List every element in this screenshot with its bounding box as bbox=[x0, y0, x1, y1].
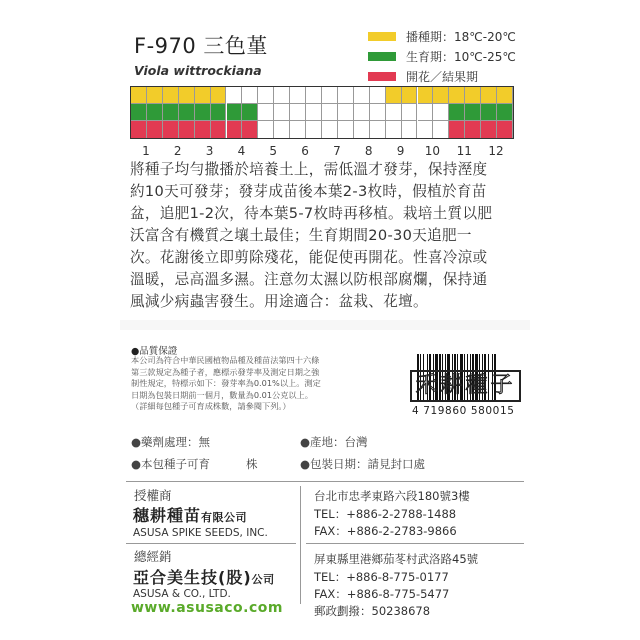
calendar-cell bbox=[258, 104, 274, 121]
distributor-name bbox=[133, 565, 275, 588]
legend-swatch bbox=[368, 72, 396, 81]
calendar-cell bbox=[497, 104, 513, 121]
calendar-cell bbox=[131, 121, 147, 138]
month-label: 11 bbox=[456, 144, 472, 158]
distributor-tel: TEL：+886-8-775-0177 bbox=[314, 570, 449, 584]
calendar-cell bbox=[322, 104, 338, 121]
calendar-cell bbox=[227, 104, 243, 121]
calendar-cell bbox=[402, 121, 418, 138]
distributor-label: 總經銷 bbox=[134, 549, 172, 564]
calendar-cell bbox=[179, 121, 195, 138]
distributor-fax: FAX：+886-8-775-5477 bbox=[314, 587, 450, 601]
calendar-cell bbox=[370, 87, 386, 104]
calendar-cell bbox=[433, 104, 449, 121]
yield-info: ●本包種子可育 bbox=[131, 457, 211, 471]
calendar-cell bbox=[306, 87, 322, 104]
calendar-cell bbox=[147, 87, 163, 104]
distributor-address: 屏東縣里港鄉茄苳村武洛路45號 bbox=[314, 552, 479, 566]
yield-unit: 株 bbox=[246, 457, 258, 471]
licensor-name bbox=[133, 503, 247, 526]
licensor-name-suffix: 有限公司 bbox=[201, 511, 248, 524]
quality-line: 本公司為符合中華民國植物品種及種苗法第四十六條 bbox=[131, 355, 320, 365]
calendar-cell bbox=[131, 104, 147, 121]
quality-text bbox=[131, 355, 421, 413]
divider bbox=[126, 543, 296, 544]
instruction-line: 將種子均勻撒播於培養土上，需低溫才發芽，保持溼度 bbox=[130, 161, 488, 178]
calendar-cell bbox=[242, 121, 258, 138]
website-link[interactable]: www.asusaco.com bbox=[131, 600, 283, 616]
calendar-cell bbox=[354, 104, 370, 121]
pack-date-info: ●包裝日期：請見封口處 bbox=[300, 457, 426, 471]
calendar-cell bbox=[242, 104, 258, 121]
calendar-cell bbox=[449, 87, 465, 104]
growing-instructions bbox=[130, 159, 518, 313]
calendar-cell bbox=[322, 121, 338, 138]
calendar-cell bbox=[338, 104, 354, 121]
month-label: 8 bbox=[364, 144, 373, 158]
calendar-cell bbox=[481, 104, 497, 121]
legend-swatch bbox=[368, 52, 396, 61]
calendar-cell bbox=[322, 87, 338, 104]
calendar-months bbox=[130, 144, 514, 160]
legend-label: 開花／結果期 bbox=[406, 70, 479, 84]
calendar-cell bbox=[274, 104, 290, 121]
month-label: 2 bbox=[173, 144, 182, 158]
calendar-cell bbox=[386, 104, 402, 121]
divider bbox=[126, 481, 524, 482]
calendar-cell bbox=[290, 121, 306, 138]
calendar-cell bbox=[290, 104, 306, 121]
licensor-tel: TEL：+886-2-2788-1488 bbox=[314, 507, 457, 521]
calendar-cell bbox=[354, 87, 370, 104]
calendar-cell bbox=[195, 104, 211, 121]
calendar-cell bbox=[227, 121, 243, 138]
calendar-cell bbox=[402, 104, 418, 121]
legend-swatch bbox=[368, 32, 396, 41]
legend-sowing bbox=[368, 28, 598, 44]
legend-label: 播種期：18℃-20℃ bbox=[406, 30, 516, 44]
calendar-cell bbox=[274, 87, 290, 104]
calendar-row-flowering bbox=[131, 121, 513, 138]
calendar-cell bbox=[386, 121, 402, 138]
month-label: 1 bbox=[142, 144, 150, 158]
legend-label: 生育期：10℃-25℃ bbox=[406, 50, 516, 64]
quality-line: 制性規定，特標示如下：發芽率為0.01%以上。測定 bbox=[131, 378, 321, 388]
legend-flowering bbox=[368, 68, 598, 84]
distributor-name-suffix: 公司 bbox=[251, 573, 275, 586]
calendar-cell bbox=[306, 104, 322, 121]
calendar-cell bbox=[497, 87, 513, 104]
calendar-cell bbox=[418, 104, 434, 121]
instruction-line: 次。花謝後立即剪除殘花，能促使再開花。性喜冷涼或 bbox=[130, 249, 488, 266]
calendar-cell bbox=[258, 121, 274, 138]
calendar-cell bbox=[418, 121, 434, 138]
calendar-cell bbox=[433, 121, 449, 138]
calendar-cell bbox=[163, 104, 179, 121]
calendar-row-sowing bbox=[131, 87, 513, 104]
distributor-name-main: 亞合美生技(股) bbox=[133, 568, 252, 587]
calendar-cell bbox=[195, 121, 211, 138]
licensor-name-en: ASUSA SPIKE SEEDS, INC. bbox=[133, 527, 268, 539]
quality-line: 第三款規定為種子者，應標示發芽率及測定日期之強 bbox=[131, 366, 320, 377]
calendar-cell bbox=[211, 104, 227, 121]
calendar-cell bbox=[354, 121, 370, 138]
licensor-label: 授權商 bbox=[134, 488, 172, 503]
calendar-cell bbox=[386, 87, 402, 104]
calendar-cell bbox=[274, 121, 290, 138]
scientific-name: Viola wittrockiana bbox=[134, 63, 262, 78]
licensor-fax: FAX：+886-2-2783-9866 bbox=[314, 524, 457, 538]
calendar-cell bbox=[147, 121, 163, 138]
calendar-cell bbox=[131, 87, 147, 104]
instruction-line: 盆，追肥1-2次，待本葉5-7枚時再移植。栽培土質以肥 bbox=[130, 205, 493, 222]
calendar-cell bbox=[258, 87, 274, 104]
month-label: 9 bbox=[396, 144, 405, 158]
quality-line: （詳細每包種子可育成株數，請參閱下列。） bbox=[131, 401, 291, 411]
distributor-name-en: ASUSA & CO., LTD. bbox=[133, 588, 231, 600]
instruction-line: 風減少病蟲害發生。用途適合：盆栽、花壇。 bbox=[130, 293, 428, 310]
month-label: 6 bbox=[301, 144, 309, 158]
calendar-cell bbox=[449, 104, 465, 121]
distributor-postal: 郵政劃撥：50238678 bbox=[314, 604, 431, 618]
calendar-cell bbox=[497, 121, 513, 138]
pesticide-info: ●藥劑處理：無 bbox=[131, 435, 211, 449]
calendar-cell bbox=[147, 104, 163, 121]
calendar-cell bbox=[163, 87, 179, 104]
calendar-cell bbox=[338, 87, 354, 104]
month-label: 7 bbox=[333, 144, 341, 158]
calendar-cell bbox=[242, 87, 258, 104]
quality-line: 日期為包裝日期前一個月，數量為0.01公克以上。 bbox=[131, 389, 313, 400]
calendar-cell bbox=[306, 121, 322, 138]
quality-title: ●品質保證 bbox=[131, 346, 178, 357]
barcode-number: 4 719860 580015 bbox=[412, 405, 515, 417]
divider bbox=[300, 486, 301, 604]
calendar-cell bbox=[370, 104, 386, 121]
calendar-row-growing bbox=[131, 104, 513, 121]
calendar-cell bbox=[465, 121, 481, 138]
calendar-cell bbox=[418, 87, 434, 104]
calendar-cell bbox=[227, 87, 243, 104]
month-label: 10 bbox=[424, 144, 441, 158]
calendar-cell bbox=[211, 87, 227, 104]
licensor-name-main: 穗耕種苗 bbox=[133, 506, 202, 525]
calendar-cell bbox=[465, 104, 481, 121]
calendar-cell bbox=[195, 87, 211, 104]
calendar-cell bbox=[433, 87, 449, 104]
product-title: F-970 三色堇 bbox=[134, 34, 268, 58]
month-label: 5 bbox=[269, 144, 278, 158]
brand-stamp bbox=[410, 370, 521, 402]
calendar-cell bbox=[481, 87, 497, 104]
calendar-cell bbox=[465, 87, 481, 104]
month-label: 12 bbox=[488, 144, 504, 158]
month-label: 3 bbox=[205, 144, 214, 158]
calendar-cell bbox=[338, 121, 354, 138]
calendar-cell bbox=[163, 121, 179, 138]
origin-info: ●產地：台灣 bbox=[300, 435, 368, 449]
instruction-line: 約10天可發芽；發芽成苗後本葉2-3枚時，假植於育苗 bbox=[130, 183, 487, 200]
growing-calendar bbox=[130, 86, 514, 139]
calendar-cell bbox=[179, 87, 195, 104]
calendar-cell bbox=[481, 121, 497, 138]
instruction-line: 溫暖，忌高溫多濕。注意勿太濕以防根部腐爛，保持通 bbox=[130, 271, 488, 288]
calendar-cell bbox=[290, 87, 306, 104]
legend-growing bbox=[368, 48, 598, 64]
calendar-cell bbox=[449, 121, 465, 138]
licensor-address: 台北市忠孝東路六段180號3樓 bbox=[314, 489, 470, 503]
brand-stamp-text: 禾耕種子 bbox=[415, 373, 516, 398]
month-label: 4 bbox=[237, 144, 246, 158]
divider-band bbox=[120, 320, 530, 330]
calendar-cell bbox=[402, 87, 418, 104]
calendar-cell bbox=[179, 104, 195, 121]
calendar-cell bbox=[211, 121, 227, 138]
calendar-cell bbox=[370, 121, 386, 138]
instruction-line: 沃富含有機質之壤土最佳；生育期間20-30天追肥一 bbox=[130, 227, 472, 244]
divider bbox=[306, 543, 524, 544]
